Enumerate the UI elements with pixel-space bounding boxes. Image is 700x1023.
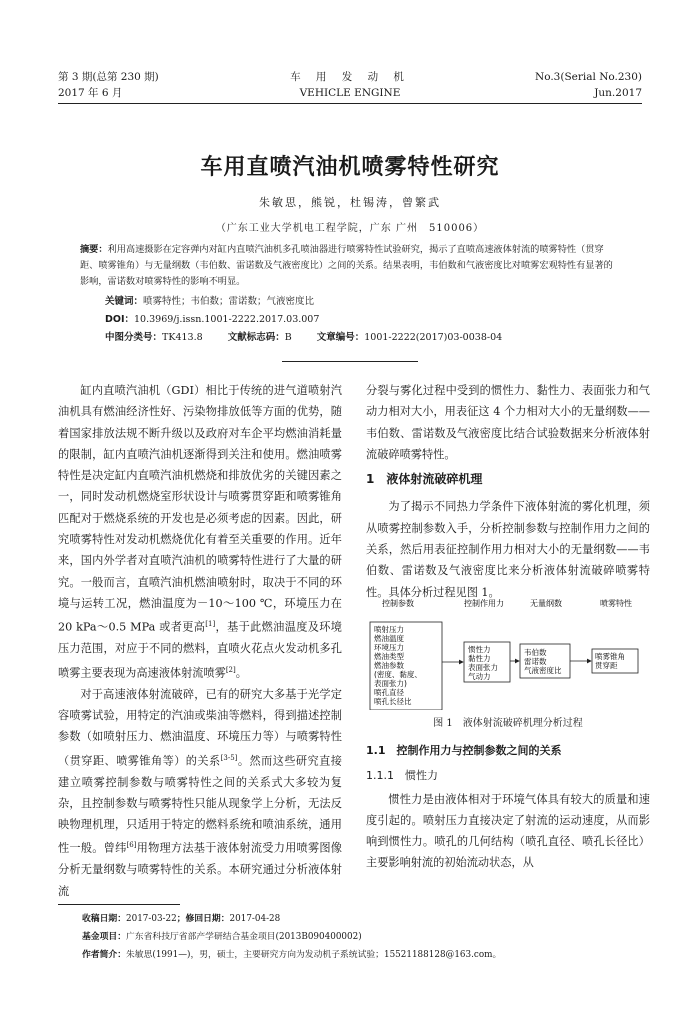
box-control-forces-text bbox=[468, 644, 498, 681]
svg-text:喷雾锥角: 喷雾锥角 bbox=[595, 652, 625, 661]
classification bbox=[105, 331, 502, 345]
keywords bbox=[105, 295, 314, 309]
figure-1-caption: 图 1 液体射流破碎机理分析过程 bbox=[433, 718, 583, 729]
svg-text:燃油温度: 燃油温度 bbox=[374, 634, 404, 643]
abstract-label: 摘要： bbox=[80, 244, 108, 255]
citation: [2] bbox=[225, 665, 236, 674]
svg-text:表面张力: 表面张力 bbox=[468, 663, 498, 672]
abstract-text: 利用高速摄影在定容弹内对缸内直喷汽油机多孔喷油器进行喷雾特性试验研究，揭示了直喷高速液体射流的喷雾特性（贯穿距、喷雾锥角）与无量纲数（韦伯数、雷诺数及气液密度比）之间的关系。结果表明，韦伯数和气液密度比对喷雾宏观特性有显著的影响，雷诺数对喷雾特性的影响不明显。 bbox=[80, 244, 613, 287]
intro-paragraph-1: 缸内直喷汽油机（GDI）相比于传统的进气道喷射汽油机具有燃油经济性好、污染物排放低等方面的优势，随着国家排放法规不断升级以及政府对车企平均燃油消耗量的限制，缸内直喷汽油机逐渐得到关注和使用。燃油喷雾特性是决定缸内直喷汽油机燃烧和排放优劣的关键因素之一，同时发动机燃烧室形状设计与喷雾贯穿距和喷雾锥角匹配对于燃烧系统的开发也是必须考虑的因素。因此，研究喷雾特性对发动机燃烧优化有着至关重要的作用。近年来，国内外学者对直喷汽油机的喷雾特性进行了大量的研究。一般而言，直喷汽油机燃油喷射时，取决于不同的环境与运转工况，燃油温度为－10～100 ℃，环境压力在 20 kPa～0.5 MPa 或者更高[1]，基于此燃油温度及环境压力范围，对应于不同的燃料，直喷火花点火发动机多孔喷雾主要表现为高速液体射流喷雾[2]。 bbox=[58, 384, 342, 680]
left-column bbox=[58, 380, 342, 902]
svg-text:韦伯数: 韦伯数 bbox=[524, 648, 547, 657]
keywords-label: 关键词： bbox=[105, 296, 144, 307]
clc-code: TK413.8 bbox=[162, 332, 203, 343]
date-cn: 2017 年 6 月 bbox=[58, 87, 123, 99]
right-column bbox=[366, 380, 650, 603]
doi-text: 10.3969/j.issn.1001-2222.2017.03.007 bbox=[134, 314, 320, 325]
keywords-text: 喷雾特性；韦伯数；雷诺数；气液密度比 bbox=[143, 296, 315, 307]
svg-text:(密度、黏度、: (密度、黏度、 bbox=[374, 670, 422, 679]
footnote-dates: 收稿日期：2017-03-22；修回日期：2017-04-28 bbox=[82, 914, 281, 924]
footnote-fund: 基金项目：广东省科技厅省部产学研结合基金项目(2013B090400002) bbox=[82, 932, 362, 942]
svg-text:喷孔直径: 喷孔直径 bbox=[374, 688, 404, 697]
doi-label: DOI： bbox=[105, 314, 134, 325]
doc-code-label: 文献标志码： bbox=[227, 332, 285, 343]
journal-name-cn: 车 用 发 动 机 bbox=[290, 71, 410, 83]
paper-title: 车用直喷汽油机喷雾特性研究 bbox=[200, 155, 500, 180]
citation: [6] bbox=[126, 841, 137, 850]
col-title-control-params: 控制参数 bbox=[382, 599, 414, 608]
svg-text:表面张力): 表面张力) bbox=[374, 679, 407, 688]
section-heading-1-1-1: 1.1.1 惯性力 bbox=[366, 769, 438, 783]
issue-cn: 第 3 期(总第 230 期) bbox=[58, 71, 159, 83]
section-heading-1: 1 液体射流破碎机理 bbox=[366, 472, 483, 487]
authors: 朱敏思，熊锐，杜锡涛，曾繁武 bbox=[259, 196, 441, 209]
abstract bbox=[80, 242, 620, 290]
svg-text:气动力: 气动力 bbox=[468, 672, 491, 681]
col-title-control-forces: 控制作用力 bbox=[464, 599, 504, 608]
col-title-dimensionless: 无量纲数 bbox=[530, 599, 562, 608]
abstract-rule bbox=[282, 361, 418, 362]
footnote-author: 作者简介：朱敏思(1991—)，男，硕士，主要研究方向为发动机子系统试验；15521188128@163.com。 bbox=[82, 950, 502, 960]
svg-text:气液密度比: 气液密度比 bbox=[524, 666, 562, 675]
section1-paragraph: 为了揭示不同热力学条件下液体射流的雾化机理，须从喷雾控制参数入手，分析控制参数与控制作用力之间的关系，然后用表征控制作用力相对大小的无量纲数——韦伯数、雷诺数及气液密度比来分析液体射流破碎喷雾特性。具体分析过程见图 1。 bbox=[366, 500, 650, 599]
header-rule bbox=[58, 103, 642, 104]
clc-label: 中图分类号： bbox=[105, 332, 163, 343]
article-no-label: 文章编号： bbox=[316, 332, 365, 343]
svg-text:惯性力: 惯性力 bbox=[468, 645, 491, 654]
svg-text:环境压力: 环境压力 bbox=[374, 643, 404, 652]
svg-text:雷诺数: 雷诺数 bbox=[524, 657, 547, 666]
date-en: Jun.2017 bbox=[594, 87, 642, 99]
svg-text:燃油类型: 燃油类型 bbox=[374, 652, 404, 661]
box-dimensionless-text bbox=[524, 647, 562, 675]
box-control-params-text bbox=[374, 624, 422, 706]
citation: [1] bbox=[205, 620, 216, 629]
footnote-rule bbox=[58, 904, 180, 905]
right-column-lower bbox=[366, 740, 650, 874]
doi bbox=[105, 313, 319, 327]
svg-text:黏性力: 黏性力 bbox=[468, 654, 491, 663]
figure-1-diagram bbox=[366, 598, 650, 710]
citation: [3-5] bbox=[220, 753, 238, 762]
svg-text:喷射压力: 喷射压力 bbox=[374, 625, 404, 634]
col-title-spray-chars: 喷雾特性 bbox=[600, 599, 632, 608]
svg-text:燃油参数: 燃油参数 bbox=[374, 661, 404, 670]
section-heading-1-1: 1.1 控制作用力与控制参数之间的关系 bbox=[366, 744, 562, 757]
intro-paragraph-3: 分裂与雾化过程中受到的惯性力、黏性力、表面张力和气动力相对大小，用表征这 4 个力相对大小的无量纲数——韦伯数、雷诺数及气液密度比结合试验数据来分析液体射流破碎喷雾特性。 bbox=[366, 384, 650, 461]
section111-paragraph: 惯性力是由液体相对于环境气体具有较大的质量和速度引起的。喷射压力直接决定了射流的运动速度，从而影响到惯性力。喷孔的几何结构（喷孔直径、喷孔长径比）主要影响射流的初始流动状态，从 bbox=[366, 792, 650, 870]
doc-code: B bbox=[284, 332, 292, 343]
journal-name-en: VEHICLE ENGINE bbox=[299, 87, 401, 99]
affiliation: （广东工业大学机电工程学院，广东 广州 510006） bbox=[215, 223, 485, 234]
article-no: 1001-2222(2017)03-0038-04 bbox=[364, 332, 503, 343]
svg-text:贯穿距: 贯穿距 bbox=[595, 661, 618, 670]
issue-en: No.3(Serial No.230) bbox=[535, 71, 642, 83]
svg-text:喷孔长径比: 喷孔长径比 bbox=[374, 697, 412, 706]
intro-paragraph-2: 对于高速液体射流破碎，已有的研究大多基于光学定容喷雾试验，用特定的汽油或柴油等燃料，得到描述控制参数（如喷射压力、燃油温度、环境压力等）与喷雾特性（贯穿距、喷雾锥角等）的关系[3-5]。然而这些研究直接建立喷雾控制参数与喷雾特性之间的关系式大多较为复杂，且控制参数与喷雾特性只能从现象学上分析，无法反映物理机理，只适用于特定的燃料系统和喷油系统，通用性一般。曾纬[6]用物理方法基于液体射流受力用喷雾图像分析无量纲数与喷雾特性的关系。本研究通过分析液体射流 bbox=[58, 687, 342, 898]
box-spray-chars-text bbox=[595, 651, 625, 670]
